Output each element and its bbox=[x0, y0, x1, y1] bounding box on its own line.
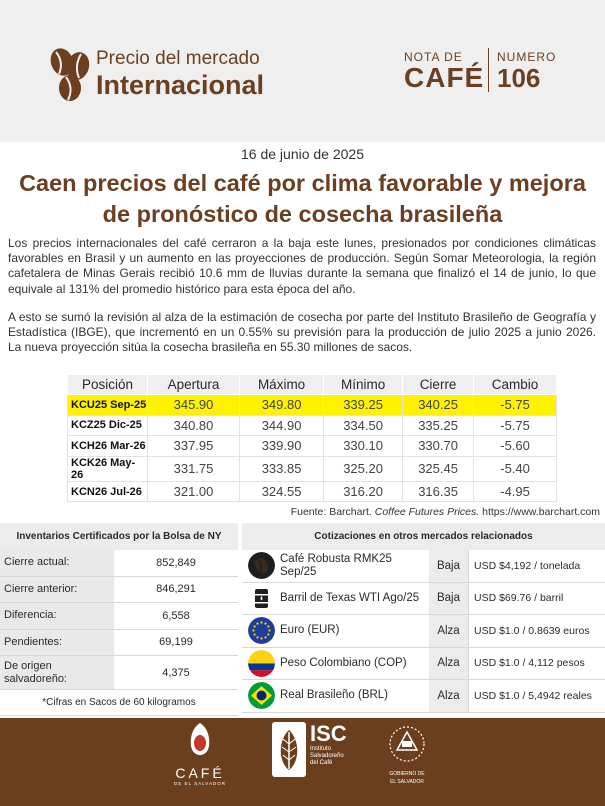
col-header-close: Cierre bbox=[403, 375, 474, 395]
quote-row bbox=[242, 680, 605, 713]
cafe-word: CAFÉ bbox=[175, 765, 225, 781]
cafe-subtitle: DE EL SALVADOR bbox=[174, 781, 226, 786]
footer-band bbox=[0, 718, 605, 806]
source-url[interactable]: https://www.barchart.com bbox=[482, 506, 600, 518]
inventory-panel bbox=[0, 523, 238, 716]
quote-name: Euro (EUR) bbox=[280, 624, 340, 637]
cell-change: -5.60 bbox=[474, 436, 557, 457]
inventory-value: 6,558 bbox=[114, 603, 238, 629]
source-prefix: Fuente: Barchart. bbox=[290, 506, 372, 518]
quote-row bbox=[242, 550, 605, 583]
table-row bbox=[68, 481, 557, 502]
coffee-cherry-icon bbox=[188, 722, 212, 756]
article-date: 16 de junio de 2025 bbox=[241, 146, 364, 162]
cell-position: KCU25 Sep-25 bbox=[68, 395, 148, 416]
gob-line-2: EL SALVADOR bbox=[390, 779, 424, 785]
inventory-row bbox=[0, 603, 238, 630]
quote-value: USD $1.0 / 0.8639 euros bbox=[468, 615, 605, 647]
brand-lockup bbox=[48, 46, 264, 102]
quote-direction: Alza bbox=[428, 615, 468, 647]
cell-open: 345.90 bbox=[148, 395, 240, 416]
cell-high: 324.55 bbox=[240, 481, 324, 502]
inventory-value: 852,849 bbox=[114, 550, 238, 576]
gob-line-1: GOBIERNO DE bbox=[389, 771, 425, 777]
quote-direction: Alza bbox=[428, 680, 468, 712]
isc-name-1: Instituto bbox=[310, 746, 332, 752]
cell-low: 325.20 bbox=[324, 456, 403, 481]
quotes-title: Cotizaciones en otros mercados relacionados bbox=[242, 523, 605, 550]
col-header-position: Posición bbox=[68, 375, 148, 395]
cell-close: 325.45 bbox=[403, 456, 474, 481]
cell-close: 316.35 bbox=[403, 481, 474, 502]
inventory-value: 69,199 bbox=[114, 630, 238, 656]
col-header-change: Cambio bbox=[474, 375, 557, 395]
cell-change: -5.75 bbox=[474, 395, 557, 416]
inventory-row bbox=[0, 550, 238, 577]
isc-name-2: Salvadoreño bbox=[310, 753, 344, 759]
cell-close: 340.25 bbox=[403, 395, 474, 416]
col-header-high: Máximo bbox=[240, 375, 324, 395]
quote-value: USD $4,192 / tonelada bbox=[468, 550, 605, 582]
cell-position: KCK26 May-26 bbox=[68, 456, 148, 481]
article-paragraph-1: Los precios internacionales del café cerraron a la baja este lunes, presionados por condiciones climáticas favorables en Brasil y un aumento en las proyecciones de producción. Según Somar Meteorologia, la región cafetalera de Minas Gerais recibió 10.6 mm de lluvias durante la semana que finalizó el 14 de junio, lo que equivale al 131% del promedio histórico para esta época del año. bbox=[8, 236, 596, 296]
quote-name: Café Robusta RMK25 Sep/25 bbox=[280, 552, 392, 578]
inventory-row bbox=[0, 656, 238, 690]
cell-open: 321.00 bbox=[148, 481, 240, 502]
cell-low: 330.10 bbox=[324, 436, 403, 457]
gobierno-logo bbox=[382, 724, 432, 785]
brand-line1: Precio del mercado bbox=[96, 48, 260, 69]
inventory-label: De origen salvadoreño: bbox=[0, 656, 114, 689]
cell-close: 330.70 bbox=[403, 436, 474, 457]
quote-direction: Alza bbox=[428, 648, 468, 680]
brand-line2: Internacional bbox=[96, 70, 265, 100]
article-paragraph-2: A esto se sumó la revisión al alza de la estimación de cosecha por parte del Instituto Brasileño de Geografía y Estadística (IBGE), que incrementó en un 0.55% su previsión para la producción de julio 2025 a junio 2026. La nueva proyección sitúa la cosecha brasileña en 55.30 millones de sacos. bbox=[8, 310, 596, 355]
cell-position: KCZ25 Dic-25 bbox=[68, 415, 148, 436]
col-header-open: Apertura bbox=[148, 375, 240, 395]
cell-close: 335.25 bbox=[403, 415, 474, 436]
cell-high: 349.80 bbox=[240, 395, 324, 416]
cell-high: 339.90 bbox=[240, 436, 324, 457]
issue-number bbox=[497, 50, 556, 92]
cell-open: 331.75 bbox=[148, 456, 240, 481]
isc-acronym: ISC bbox=[310, 721, 347, 746]
quote-name: Peso Colombiano (COP) bbox=[280, 656, 407, 669]
nota-de-cafe bbox=[404, 50, 484, 92]
related-markets-panel bbox=[242, 523, 605, 713]
numero-value: 106 bbox=[497, 63, 541, 93]
cell-low: 339.25 bbox=[324, 395, 403, 416]
colombia-flag-icon bbox=[248, 650, 275, 677]
quote-direction: Baja bbox=[428, 550, 468, 582]
table-row bbox=[68, 456, 557, 481]
inventory-value: 4,375 bbox=[114, 656, 238, 689]
quote-name: Barril de Texas WTI Ago/25 bbox=[280, 591, 420, 604]
inventory-title: Inventarios Certificados por la Bolsa de NY bbox=[0, 523, 238, 550]
source-note bbox=[291, 506, 600, 518]
cell-position: KCN26 Jul-26 bbox=[68, 481, 148, 502]
cell-high: 333.85 bbox=[240, 456, 324, 481]
table-header-row bbox=[68, 375, 557, 395]
cell-open: 340.80 bbox=[148, 415, 240, 436]
inventory-label: Cierre actual: bbox=[0, 550, 114, 576]
quote-name: Real Brasileño (BRL) bbox=[280, 689, 389, 702]
col-header-low: Mínimo bbox=[324, 375, 403, 395]
cell-change: -5.75 bbox=[474, 415, 557, 436]
nota-big: CAFÉ bbox=[404, 62, 485, 93]
inventory-row bbox=[0, 630, 238, 657]
euro-flag-icon bbox=[248, 617, 275, 644]
quote-direction: Baja bbox=[428, 583, 468, 615]
inventory-label: Pendientes: bbox=[0, 630, 114, 656]
inventory-note: *Cifras en Sacos de 60 kilogramos bbox=[0, 690, 238, 716]
cafe-de-el-salvador-logo bbox=[170, 722, 230, 786]
quote-value: USD $69.76 / barril bbox=[468, 583, 605, 615]
coffee-bean-icon bbox=[248, 552, 275, 579]
table-row bbox=[68, 415, 557, 436]
oil-barrel-icon bbox=[248, 585, 275, 612]
isc-leaf-icon bbox=[272, 722, 306, 777]
inventory-value: 846,291 bbox=[114, 577, 238, 603]
header-divider bbox=[488, 48, 489, 92]
cell-open: 337.95 bbox=[148, 436, 240, 457]
brazil-flag-icon bbox=[248, 682, 275, 709]
nota-small: NOTA DE bbox=[404, 50, 463, 64]
coffee-beans-icon bbox=[48, 46, 92, 102]
isc-name-3: del Café bbox=[310, 760, 333, 766]
cell-position: KCH26 Mar-26 bbox=[68, 436, 148, 457]
cell-change: -5.40 bbox=[474, 456, 557, 481]
coat-of-arms-icon bbox=[388, 724, 426, 764]
cell-high: 344.90 bbox=[240, 415, 324, 436]
table-row bbox=[68, 436, 557, 457]
quote-value: USD $1.0 / 4,112 pesos bbox=[468, 648, 605, 680]
article-headline: Caen precios del café por clima favorable y mejora de pronóstico de cosecha brasileña bbox=[19, 170, 586, 227]
futures-price-table bbox=[67, 374, 557, 502]
quote-row bbox=[242, 648, 605, 681]
quote-value: USD $1.0 / 5,4942 reales bbox=[468, 680, 605, 712]
quote-row bbox=[242, 615, 605, 648]
cell-low: 316.20 bbox=[324, 481, 403, 502]
inventory-row bbox=[0, 577, 238, 604]
quote-row bbox=[242, 583, 605, 616]
table-row bbox=[68, 395, 557, 416]
header-band bbox=[0, 0, 605, 142]
source-italic: Coffee Futures Prices. bbox=[374, 506, 480, 518]
inventory-label: Diferencia: bbox=[0, 603, 114, 629]
numero-label: NUMERO bbox=[497, 50, 557, 64]
inventory-label: Cierre anterior: bbox=[0, 577, 114, 603]
cell-low: 334.50 bbox=[324, 415, 403, 436]
cell-change: -4.95 bbox=[474, 481, 557, 502]
isc-logo bbox=[272, 722, 347, 777]
